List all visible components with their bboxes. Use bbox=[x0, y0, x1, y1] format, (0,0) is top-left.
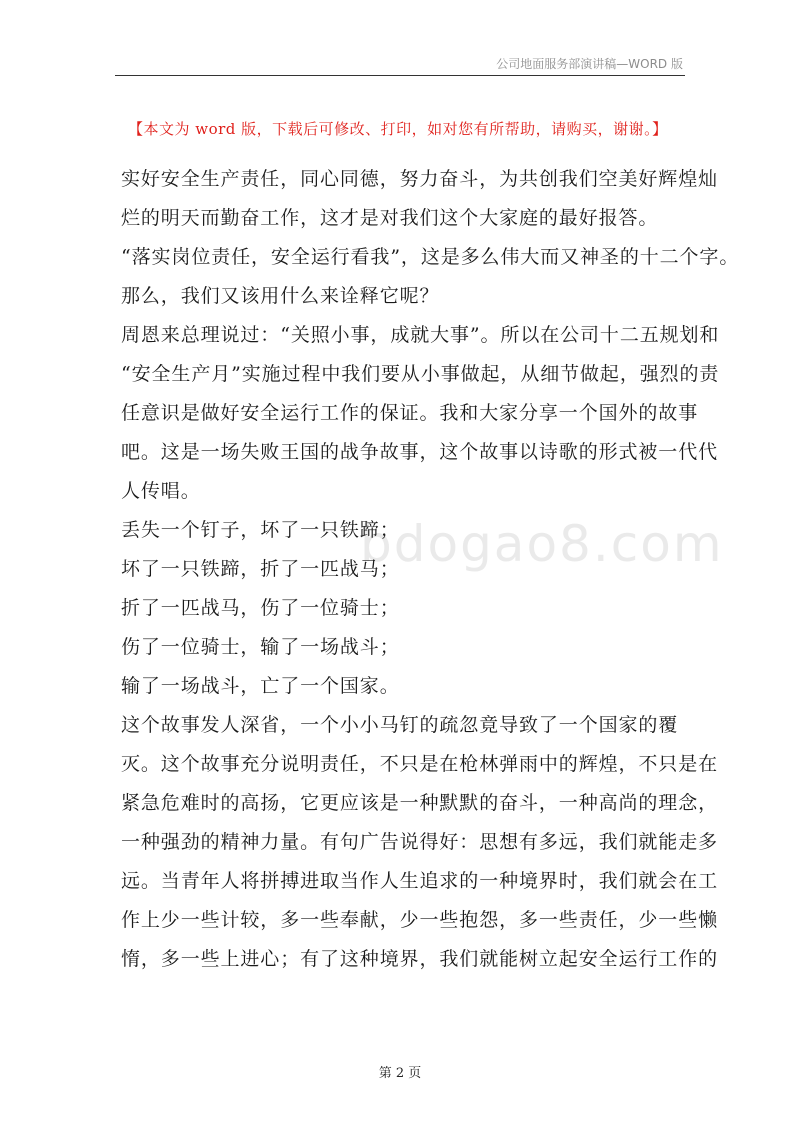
body-line: 灭。这个故事充分说明责任，不只是在枪林弹雨中的辉煌，不只是在 bbox=[121, 753, 719, 775]
poem-line: 折了一匹战马，伤了一位骑士； bbox=[121, 597, 400, 619]
purchase-notice: 【本文为 word 版，下载后可修改、打印，如对您有所帮助，请购买，谢谢。】 bbox=[128, 120, 668, 138]
body-line: “落实岗位责任，安全运行看我”，这是多么伟大而又神圣的十二个字。 bbox=[121, 246, 740, 268]
body-line: 这个故事发人深省，一个小小马钉的疏忽竟导致了一个国家的覆 bbox=[121, 714, 679, 736]
body-line: “安全生产月”实施过程中我们要从小事做起，从细节做起，强烈的责 bbox=[121, 363, 720, 385]
body-line: 烂的明天而勤奋工作，这才是对我们这个大家庭的最好报答。 bbox=[121, 207, 659, 229]
body-line: 远。当青年人将拼搏进取当作人生追求的一种境界时，我们就会在工 bbox=[121, 870, 719, 892]
body-line: 吧。这是一场失败王国的战争故事，这个故事以诗歌的形式被一代代 bbox=[121, 441, 719, 463]
body-line: 那么，我们又该用什么来诠释它呢？ bbox=[121, 285, 440, 307]
header-divider bbox=[115, 75, 685, 76]
watermark: bdogao8.com bbox=[360, 515, 724, 573]
body-line: 任意识是做好安全运行工作的保证。我和大家分享一个国外的故事 bbox=[121, 402, 699, 424]
body-line: 作上少一些计较，多一些奉献，少一些抱怨，多一些责任，少一些懒 bbox=[121, 909, 719, 931]
document-body bbox=[121, 160, 740, 979]
poem-line: 输了一场战斗，亡了一个国家。 bbox=[121, 675, 400, 697]
body-line: 人传唱。 bbox=[121, 480, 201, 502]
body-line: 紧急危难时的高扬，它更应该是一种默默的奋斗，一种高尚的理念， bbox=[121, 792, 719, 814]
body-line: 周恩来总理说过：“关照小事，成就大事”。所以在公司十二五规划和 bbox=[121, 324, 720, 346]
poem-line: 丢失一个钉子，坏了一只铁蹄； bbox=[121, 519, 400, 541]
body-line: 惰，多一些上进心；有了这种境界，我们就能树立起安全运行工作的 bbox=[121, 948, 719, 970]
poem-line: 坏了一只铁蹄，折了一匹战马； bbox=[121, 558, 400, 580]
page-header-title: 公司地面服务部演讲稿—WORD 版 bbox=[496, 57, 683, 71]
page-number: 第 2 页 bbox=[378, 1066, 422, 1081]
body-line: 实好安全生产责任，同心同德，努力奋斗，为共创我们空美好辉煌灿 bbox=[121, 168, 719, 190]
poem-line: 伤了一位骑士，输了一场战斗； bbox=[121, 636, 400, 658]
body-line: 一种强劲的精神力量。有句广告说得好：思想有多远，我们就能走多 bbox=[121, 831, 719, 853]
